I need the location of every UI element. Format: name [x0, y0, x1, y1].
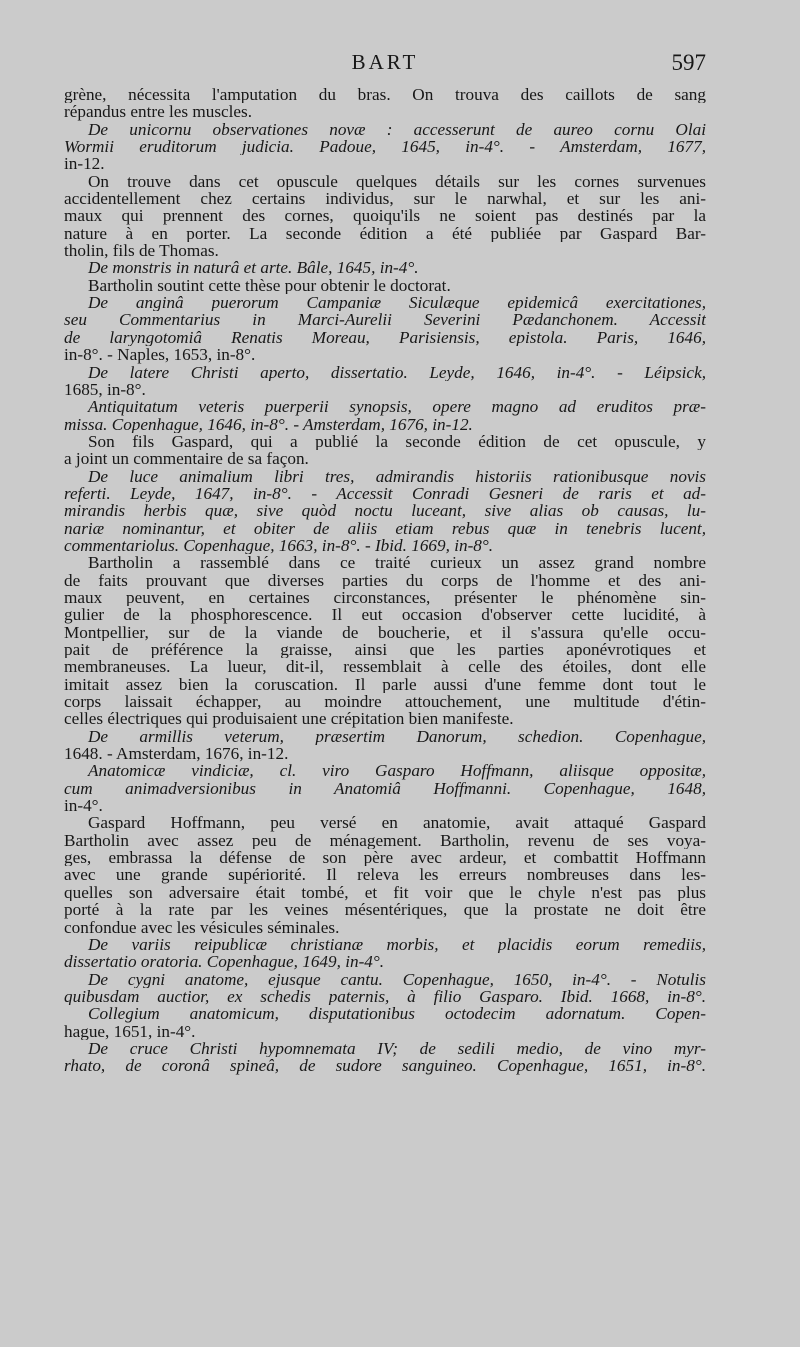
text-line: De variis reipublicæ christianæ morbis, et placidis eorum remediis, [88, 935, 706, 954]
text-line: seu Commentarius in Marci-Aurelii Severini Pædanchonem. Accessit [64, 311, 706, 329]
text-line: in-8°. - Naples, 1653, in-8°. [64, 346, 256, 364]
text-line: hague, 1651, in-4°. [64, 1022, 196, 1040]
text-line: De cruce Christi hypomnemata IV; de sedili medio, de vino myr- [88, 1039, 706, 1058]
page-header [64, 50, 706, 86]
text-line: avec une grande supériorité. Il releva les erreurs nombreuses dans les- [64, 866, 706, 884]
text-line: dissertatio oratoria. Copenhague, 1649, in-4°. [64, 953, 385, 971]
text-line: Bartholin soutint cette thèse pour obtenir le doctorat. [88, 276, 451, 295]
text-line: de laryngotomiâ Renatis Moreau, Parisiensis, epistola. Paris, 1646, [64, 328, 706, 347]
text-line: De cygni anatome, ejusque cantu. Copenhague, 1650, in-4°. - Notulis [88, 970, 706, 988]
text-line: Bartholin avec assez peu de ménagement. Bartholin, revenu de ses voya- [64, 831, 706, 850]
text-line: corps laissait échapper, au moindre attouchement, une multitude d'étin- [64, 693, 706, 711]
text-line: de faits prouvant que diverses parties du corps de l'homme et des ani- [64, 571, 706, 589]
text-line: gulier de la phosphorescence. Il eut occasion d'observer cette lucidité, à [64, 606, 706, 624]
text-line: tholin, fils de Thomas. [64, 242, 219, 260]
text-line: in-4°. [64, 797, 103, 815]
text-line: ges, embrassa la défense de son père avec ardeur, et combattit Hoffmann [64, 849, 706, 867]
text-line: accidentellement chez certains individus, sur le narwhal, et sur les ani- [64, 190, 706, 208]
text-line: in-12. [64, 155, 105, 173]
text-line: Anatomicæ vindiciæ, cl. viro Gasparo Hoffmann, aliisque oppositæ, [88, 762, 706, 780]
text-line: Bartholin a rassemblé dans ce traité curieux un assez grand nombre [88, 554, 706, 572]
text-line: rhato, de coronâ spineâ, de sudore sanguineo. Copenhague, 1651, in-8°. [64, 1057, 706, 1075]
text-line: referti. Leyde, 1647, in-8°. - Accessit Conradi Gesneri de raris et ad- [64, 484, 706, 503]
text-line: Montpellier, sur de la viande de boucherie, et il s'assura qu'elle occu- [64, 623, 706, 641]
text-line: De armillis veterum, præsertim Danorum, schedion. Copenhague, [88, 727, 706, 746]
running-head: BART [351, 50, 419, 74]
text-line: nariæ nominantur, et obiter de aliis etiam rebus quæ in tenebris lucent, [64, 519, 706, 537]
text-line: pait de préférence la graisse, ainsi que les parties aponévrotiques et [64, 641, 706, 659]
text-line: missa. Copenhague, 1646, in-8°. - Amsterdam, 1676, in-12. [64, 415, 473, 433]
text-line: De latere Christi aperto, dissertatio. Leyde, 1646, in-4°. - Léipsick, [88, 363, 706, 381]
text-line: commentariolus. Copenhague, 1663, in-8°. - Ibid. 1669, in-8°. [64, 536, 494, 555]
text-line: porté à la rate par les veines mésentériques, que la prostate ne doit être [64, 901, 706, 919]
text-line: quelles son adversaire était tombé, et fit voir que le chyle n'est pas plus [64, 883, 706, 902]
text-line: De anginâ puerorum Campaniæ Siculæque epidemicâ exercitationes, [88, 294, 706, 312]
text-line: Gaspard Hoffmann, peu versé en anatomie, avait attaqué Gaspard [88, 814, 706, 832]
text-line: De monstris in naturâ et arte. Bâle, 1645, in-4°. [88, 259, 419, 277]
page-number: 597 [671, 50, 706, 75]
text-line: membraneuses. La lueur, dit-il, ressemblait à celle des étoiles, dont elle [64, 658, 706, 676]
text-line: 1685, in-8°. [64, 380, 146, 399]
text-line: On trouve dans cet opuscule quelques détails sur les cornes survenues [88, 172, 706, 191]
text-line: De unicornu observationes novæ : accesserunt de aureo cornu Olai [88, 120, 706, 139]
text-line: cum animadversionibus in Anatomiâ Hoffmanni. Copenhague, 1648, [64, 779, 706, 798]
text-line: maux peuvent, en certaines circonstances, présenter le phénomène sin- [64, 588, 706, 607]
text-line: 1648. - Amsterdam, 1676, in-12. [64, 745, 289, 763]
text-line: répandus entre les muscles. [64, 103, 253, 121]
text-line: confondue avec les vésicules séminales. [64, 918, 340, 936]
text-line: mirandis herbis quæ, sive quòd noctu luceant, sive alias ob causas, lu- [64, 502, 706, 520]
body-text [64, 86, 706, 1075]
text-line: Wormii eruditorum judicia. Padoue, 1645, in-4°. - Amsterdam, 1677, [64, 138, 706, 156]
text-line: a joint un commentaire de sa façon. [64, 450, 309, 468]
text-line: grène, nécessita l'amputation du bras. On trouva des caillots de sang [64, 86, 706, 104]
text-line: imitait assez bien la coruscation. Il parle aussi d'une femme dont tout le [64, 675, 706, 694]
text-line: maux qui prennent des cornes, quoiqu'ils ne soient pas destinés par la [64, 207, 706, 225]
text-line: Collegium anatomicum, disputationibus octodecim adornatum. Copen- [88, 1005, 706, 1023]
text-line: celles électriques qui produisaient une crépitation bien manifeste. [64, 710, 514, 728]
text-line: De luce animalium libri tres, admirandis historiis rationibusque novis [88, 467, 706, 485]
text-line: nature à en porter. La seconde édition a été publiée par Gaspard Bar- [64, 224, 706, 243]
text-line: quibusdam auctior, ex schedis paternis, à filio Gasparo. Ibid. 1668, in-8°. [64, 987, 706, 1006]
text-line: Son fils Gaspard, qui a publié la seconde édition de cet opuscule, y [88, 432, 706, 451]
text-line: Antiquitatum veteris puerperii synopsis, opere magno ad eruditos præ- [88, 398, 706, 416]
